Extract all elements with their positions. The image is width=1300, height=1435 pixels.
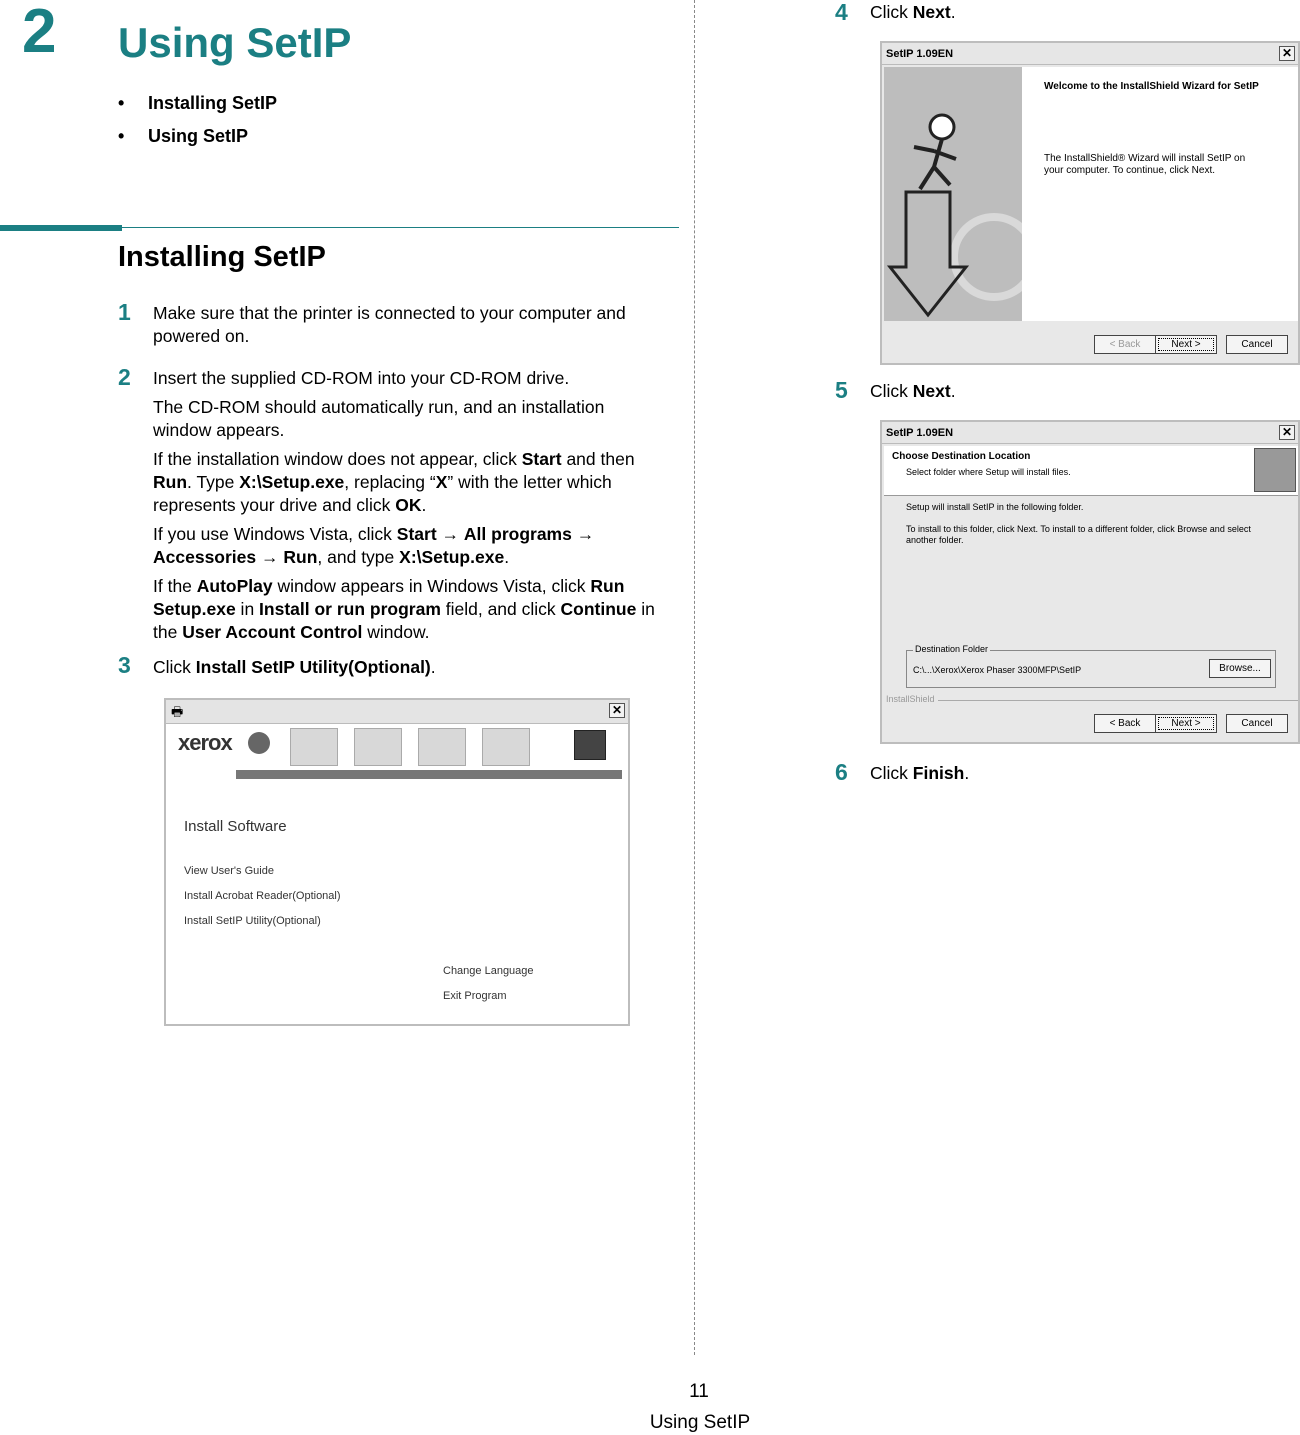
app-icon: 🖶 (171, 704, 184, 719)
toc-bullet: • (118, 126, 125, 146)
installshield-brand: InstallShield (886, 694, 935, 704)
installer-titlebar (166, 700, 628, 724)
section-title: Installing SetIP (118, 241, 326, 273)
cancel-button[interactable]: Cancel (1226, 714, 1288, 733)
install-setip-link[interactable]: Install SetIP Utility(Optional) (184, 915, 321, 927)
destination-line2: To install to this folder, click Next. To install to a different folder, click Browse and select another folder. (906, 524, 1251, 545)
step-number: 5 (835, 377, 848, 403)
header-bar (236, 770, 622, 779)
toc-item-using[interactable] (118, 125, 248, 147)
printer-icon (418, 728, 466, 766)
step-5-text: Click Next. (870, 381, 956, 401)
install-icon (1254, 448, 1296, 492)
welcome-titlebar (882, 43, 1298, 65)
destination-path: C:\...\Xerox\Xerox Phaser 3300MFP\SetIP (913, 665, 1082, 675)
wizard-graphic (884, 67, 1022, 321)
step-2-line1: Insert the supplied CD-ROM into your CD-ROM drive. (153, 368, 570, 388)
toc-bullet: • (118, 93, 125, 113)
step-6-text: Click Finish. (870, 763, 970, 783)
welcome-screenshot (880, 41, 1300, 365)
printer-icon (482, 728, 530, 766)
step-2-para3: If the installation window does not appear, click Start and then Run. Type X:\Setup.exe, replacing “X” with the letter which represents your drive and click OK. (153, 449, 635, 515)
install-acrobat-link[interactable]: Install Acrobat Reader(Optional) (184, 890, 341, 902)
browse-button[interactable]: Browse... (1209, 659, 1271, 678)
computer-icon (574, 730, 606, 760)
window-title: SetIP 1.09EN (886, 48, 954, 60)
page-number: 11 (689, 1381, 709, 1402)
view-guide-link[interactable]: View User's Guide (184, 865, 274, 877)
next-button[interactable]: Next > (1155, 714, 1217, 733)
close-button[interactable]: ✕ (1279, 425, 1295, 440)
printer-icon (354, 728, 402, 766)
column-divider (694, 0, 695, 1355)
step-2-line2: The CD-ROM should automatically run, and an installation window appears. (153, 397, 605, 440)
xerox-logo: xerox (178, 730, 232, 755)
toc-item-installing[interactable] (118, 92, 277, 114)
step-2-para5: If the AutoPlay window appears in Windows Vista, click Run Setup.exe in Install or run program field, and click Continue in the User Account Control window. (153, 576, 655, 642)
chapter-title: Using SetIP (118, 19, 352, 66)
step-number: 4 (835, 0, 848, 25)
brand-rule (938, 700, 1298, 701)
destination-subheading: Select folder where Setup will install files. (906, 467, 1071, 477)
step-2-para4: If you use Windows Vista, click Start → All programs → Accessories → Run, and type X:\Setup.exe. (153, 524, 595, 567)
step-number: 1 (118, 299, 131, 325)
change-language-link[interactable]: Change Language (443, 965, 534, 977)
printer-icon (290, 728, 338, 766)
group-label: Destination Folder (915, 644, 989, 654)
destination-screenshot (880, 420, 1300, 744)
step-number: 2 (118, 364, 131, 390)
window-title: SetIP 1.09EN (886, 427, 954, 439)
back-button[interactable]: < Back (1094, 335, 1156, 354)
destination-heading: Choose Destination Location (892, 451, 1031, 462)
step-number: 3 (118, 652, 131, 678)
destination-folder-group (906, 644, 1276, 688)
installer-screenshot (164, 698, 630, 1026)
welcome-content (1022, 67, 1298, 321)
section-accent-bar (0, 225, 122, 231)
welcome-heading: Welcome to the InstallShield Wizard for SetIP (1044, 81, 1259, 92)
welcome-body: The InstallShield® Wizard will install SetIP on your computer. To continue, click Next. (1044, 153, 1246, 176)
footer-title: Using SetIP (649, 1412, 751, 1433)
toc-item-label: Using SetIP (148, 126, 249, 146)
xerox-sphere-icon (248, 732, 270, 754)
toc-item-label: Installing SetIP (148, 93, 278, 113)
close-button[interactable]: ✕ (1279, 46, 1295, 61)
step-1-text: Make sure that the printer is connected to your computer and powered on. (153, 303, 626, 346)
next-button[interactable]: Next > (1155, 335, 1217, 354)
step-3-text: Click Install SetIP Utility(Optional). (153, 657, 436, 677)
back-button[interactable]: < Back (1094, 714, 1156, 733)
close-button[interactable]: ✕ (609, 703, 625, 718)
chapter-number: 2 (22, 0, 57, 66)
step-4-text: Click Next. (870, 2, 956, 22)
destination-header (884, 446, 1298, 496)
install-software-heading: Install Software (184, 818, 287, 835)
step-number: 6 (835, 759, 848, 785)
cancel-button[interactable]: Cancel (1226, 335, 1288, 354)
destination-titlebar (882, 422, 1298, 444)
exit-program-link[interactable]: Exit Program (443, 990, 507, 1002)
destination-line1: Setup will install SetIP in the following folder. (906, 502, 1084, 512)
